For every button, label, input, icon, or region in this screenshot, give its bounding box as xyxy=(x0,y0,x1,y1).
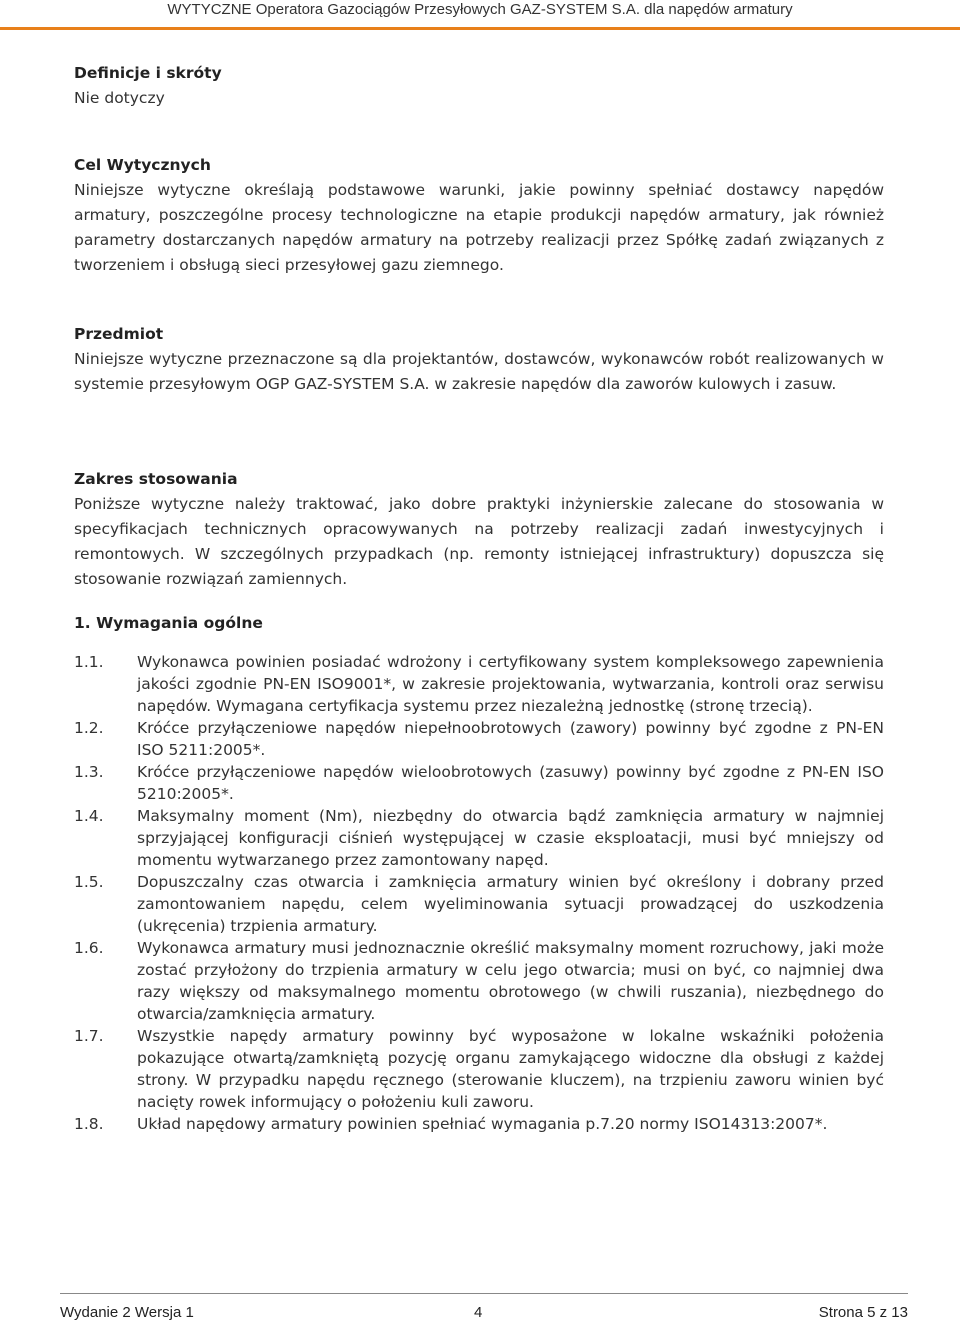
page-footer xyxy=(60,1303,908,1325)
list-item-number: 1.4. xyxy=(74,807,104,825)
section-scope xyxy=(74,467,884,592)
list-item-text: Wykonawca powinien posiadać wdrożony i certyfikowany system kompleksowego zapewnienia jakości zgodnie PN-EN ISO9001*, w zakresie projektowania, wytwarzania, kontroli oraz serwisu napędów. Wymagana certyfikacja systemu przez niezależną jednostkę (stronę trzecią). xyxy=(137,653,884,715)
list-item-number: 1.7. xyxy=(74,1027,104,1045)
list-item xyxy=(74,1025,884,1113)
section-title-goal: Cel Wytycznych xyxy=(74,156,211,174)
list-item-text: Wszystkie napędy armatury powinny być wyposażone w lokalne wskaźniki położenia pokazujące otwartą/zamkniętą pozycję organu zamykającego widoczne dla obsługi z każdej strony. W przypadku napędu ręcznego (sterowanie kluczem), na trzpieniu zaworu winien być nacięty rowek informujący o położeniu kuli zaworu. xyxy=(137,1027,884,1111)
section-title-definitions: Definicje i skróty xyxy=(74,64,222,82)
list-item-number: 1.2. xyxy=(74,719,104,737)
list-item xyxy=(74,1113,884,1135)
list-item-text: Króćce przyłączeniowe napędów niepełnoobrotowych (zawory) powinny być zgodne z PN-EN ISO 5211:2005*. xyxy=(137,719,884,759)
section-title-subject: Przedmiot xyxy=(74,325,164,343)
section-text-scope: Poniższe wytyczne należy traktować, jako dobre praktyki inżynierskie zalecane do stosowania w specyfikacjach technicznych opracowywanych na potrzeby realizacji zadań inwestycyjnych i remontowych. W szczególnych przypadkach (np. remonty istniejącej infrastruktury) dopuszcza się stosowanie rozwiązań zamiennych. xyxy=(74,495,884,588)
footer-edition: Wydanie 2 Wersja 1 xyxy=(60,1304,194,1321)
list-item-number: 1.3. xyxy=(74,763,104,781)
footer-center-number: 4 xyxy=(474,1304,483,1321)
section-text-definitions: Nie dotyczy xyxy=(74,89,165,107)
header-divider xyxy=(0,27,960,30)
list-item xyxy=(74,937,884,1025)
chapter-heading: 1. Wymagania ogólne xyxy=(74,614,263,632)
section-text-goal: Niniejsze wytyczne określają podstawowe warunki, jakie powinny spełniać dostawcy napędów armatury, poszczególne procesy technologiczne na etapie produkcji napędów armatury, jak również parametry dostarczanych napędów armatury na potrzeby realizacji przez Spółkę zadań związanych z tworzeniem i obsługą sieci przesyłowej gazu ziemnego. xyxy=(74,181,884,274)
section-title-scope: Zakres stosowania xyxy=(74,470,238,488)
list-item xyxy=(74,871,884,937)
list-item-text: Układ napędowy armatury powinien spełniać wymagania p.7.20 normy ISO14313:2007*. xyxy=(137,1115,828,1133)
list-item-text: Króćce przyłączeniowe napędów wieloobrotowych (zasuwy) powinny być zgodne z PN-EN ISO 5210:2005*. xyxy=(137,763,884,803)
list-item-text: Dopuszczalny czas otwarcia i zamknięcia armatury winien być określony i dobrany przed zamontowaniem napędu, celem wyeliminowania sytuacji prowadzącej do uszkodzenia (ukręcenia) trzpienia armatury. xyxy=(137,873,884,935)
list-item xyxy=(74,805,884,871)
section-text-subject: Niniejsze wytyczne przeznaczone są dla projektantów, dostawców, wykonawców robót realizowanych w systemie przesyłowym OGP GAZ-SYSTEM S.A. w zakresie napędów dla zaworów kulowych i zasuw. xyxy=(74,350,884,393)
requirements-list xyxy=(74,651,884,1135)
list-item xyxy=(74,651,884,717)
list-item-number: 1.8. xyxy=(74,1115,104,1133)
list-item-text: Maksymalny moment (Nm), niezbędny do otwarcia bądź zamknięcia armatury w najmniej sprzyjającej konfiguracji ciśnień występującej w czasie eksploatacji, musi być mniejszy od momentu wytwarzanego przez zamontowany napęd. xyxy=(137,807,884,869)
list-item-number: 1.6. xyxy=(74,939,104,957)
list-item-number: 1.5. xyxy=(74,873,104,891)
section-goal xyxy=(74,153,884,278)
running-header: WYTYCZNE Operatora Gazociągów Przesyłowych GAZ-SYSTEM S.A. dla napędów armatury xyxy=(167,1,793,18)
section-definitions xyxy=(74,61,884,111)
list-item-number: 1.1. xyxy=(74,653,104,671)
list-item xyxy=(74,761,884,805)
list-item xyxy=(74,717,884,761)
list-item-text: Wykonawca armatury musi jednoznacznie określić maksymalny moment rozruchowy, jaki może zostać przyłożony do trzpienia armatury w celu jego otwarcia; musi on być, co najmniej dwa razy większy od maksymalnego momentu obrotowego (w chwili ruszania), niezbędnego do otwarcia/zamknięcia armatury. xyxy=(137,939,884,1023)
footer-page-number: Strona 5 z 13 xyxy=(818,1304,908,1321)
section-subject xyxy=(74,322,884,397)
footer-divider xyxy=(60,1293,908,1294)
